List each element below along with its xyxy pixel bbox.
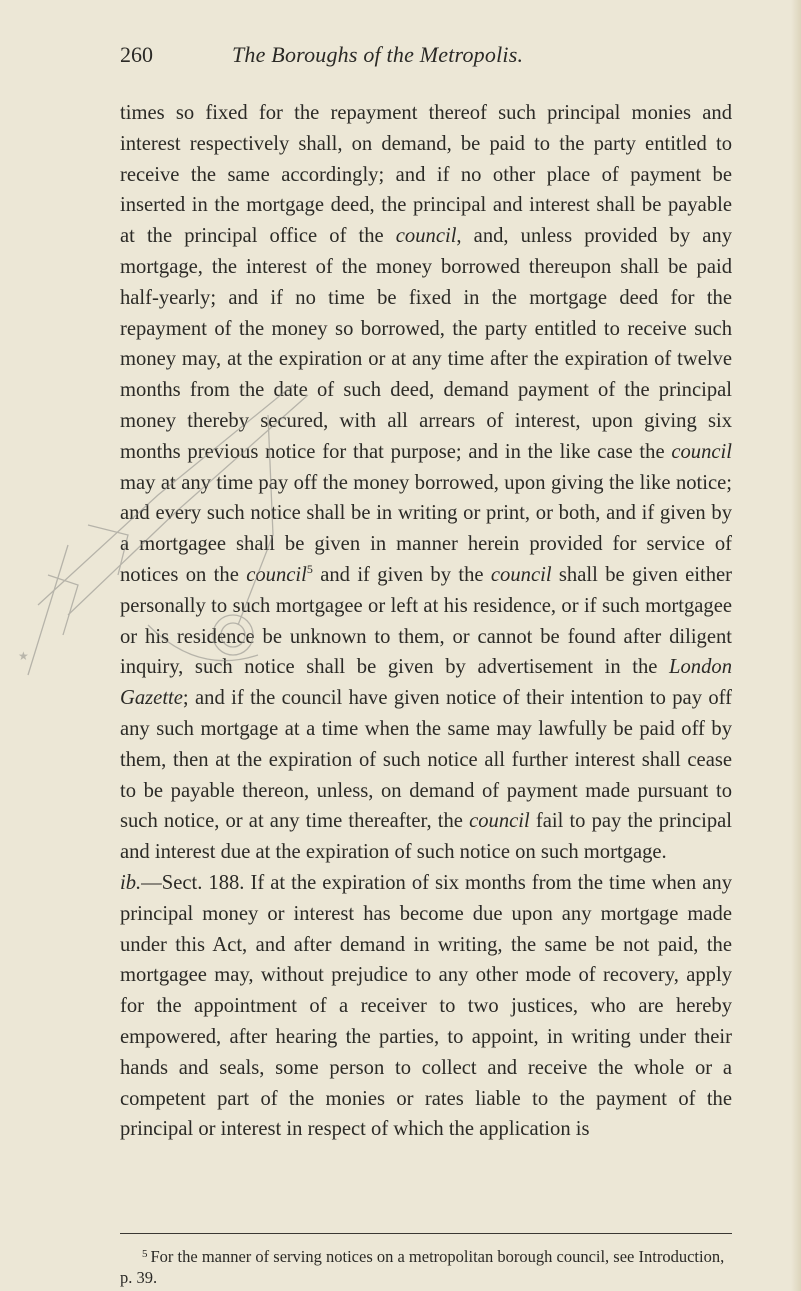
text-run: may at any time pay off the money borrowed, upon giving the like notice; and every such notice shall be in writing or print, or both, and if given by a mortgagee shall be given in manner herein provided for service of notices on the (120, 471, 732, 586)
footnote-text: For the manner of serving notices on a metropolitan borough council, see Introduction, p. 39. (120, 1247, 725, 1287)
italic-text: council (246, 563, 307, 586)
text-run: fail to pay the principal and interest due at the expiration of such notice on such mortgage. (120, 810, 732, 864)
page-edge-shadow (791, 0, 801, 1291)
text-run: , and, unless provided by any mortgage, the interest of the money borrowed thereupon shall be paid half-yearly; and if no time be fixed in the mortgage deed for the repayment of the money so borrowed, the party entitled to receive such money may, at the expiration or at any time after the expiration of twelve months from the date of such deed, demand payment of the principal money thereby secured, with all arrears of interest, upon giving six months previous notice for that purpose; and in the like case the (120, 225, 732, 463)
italic-text: ib. (120, 871, 142, 894)
text-run: times so fixed for the repayment thereof such principal monies and interest respectively shall, on demand, be paid to the party entitled to receive the same accordingly; and if no other place of payment be inserted in the mortgage deed, the principal and interest shall be payable at the principal office of the (120, 102, 732, 248)
body-text (120, 98, 732, 1145)
footnote-ref: 5 (306, 561, 313, 576)
running-title: The Boroughs of the Metropolis. (232, 42, 524, 67)
text-run: ; and if the council have given notice of their intention to pay off any such mortgage at a time when the same may lawfully be paid off by them, then at the expiration of such notice all further interest shall cease to be payable thereon, unless, on demand of payment made pursuant to such notice, or at any time thereafter, the (120, 687, 732, 833)
italic-text: council (671, 440, 732, 463)
paragraph (120, 868, 732, 1145)
italic-text: council (395, 225, 457, 248)
footnotes (120, 1244, 732, 1288)
footnote-divider (120, 1233, 732, 1234)
text-run: and if given by the (312, 563, 491, 586)
italic-text: council (469, 810, 530, 833)
footnote-number: 5 (142, 1248, 148, 1260)
italic-text: council (490, 563, 552, 586)
text-run: shall be given either personally to such mortgagee or left at his residence, or if such mortgagee or his residence be unknown to them, or cannot be found after diligent inquiry, such notice shall be given by advertisement in the (120, 563, 733, 679)
text-run: —Sect. 188. If at the expiration of six months from the time when any principal money or interest has become due upon any mortgage made under this Act, and after demand in writing, the same be not paid, the mortgagee may, without prejudice to any other mode of recovery, apply for the appointment of a receiver to two justices, who are hereby empowered, after hearing the parties, to appoint, in writing under their hands and seals, some person to collect and receive the whole or a competent part of the monies or rates liable to the payment of the principal or interest in respect of which the application is (120, 871, 732, 1141)
star-glyph: ★ (18, 649, 29, 663)
paragraph (120, 98, 732, 868)
italic-text: London Gazette (120, 656, 732, 710)
page-number: 260 (120, 42, 153, 67)
page-header (120, 42, 720, 72)
